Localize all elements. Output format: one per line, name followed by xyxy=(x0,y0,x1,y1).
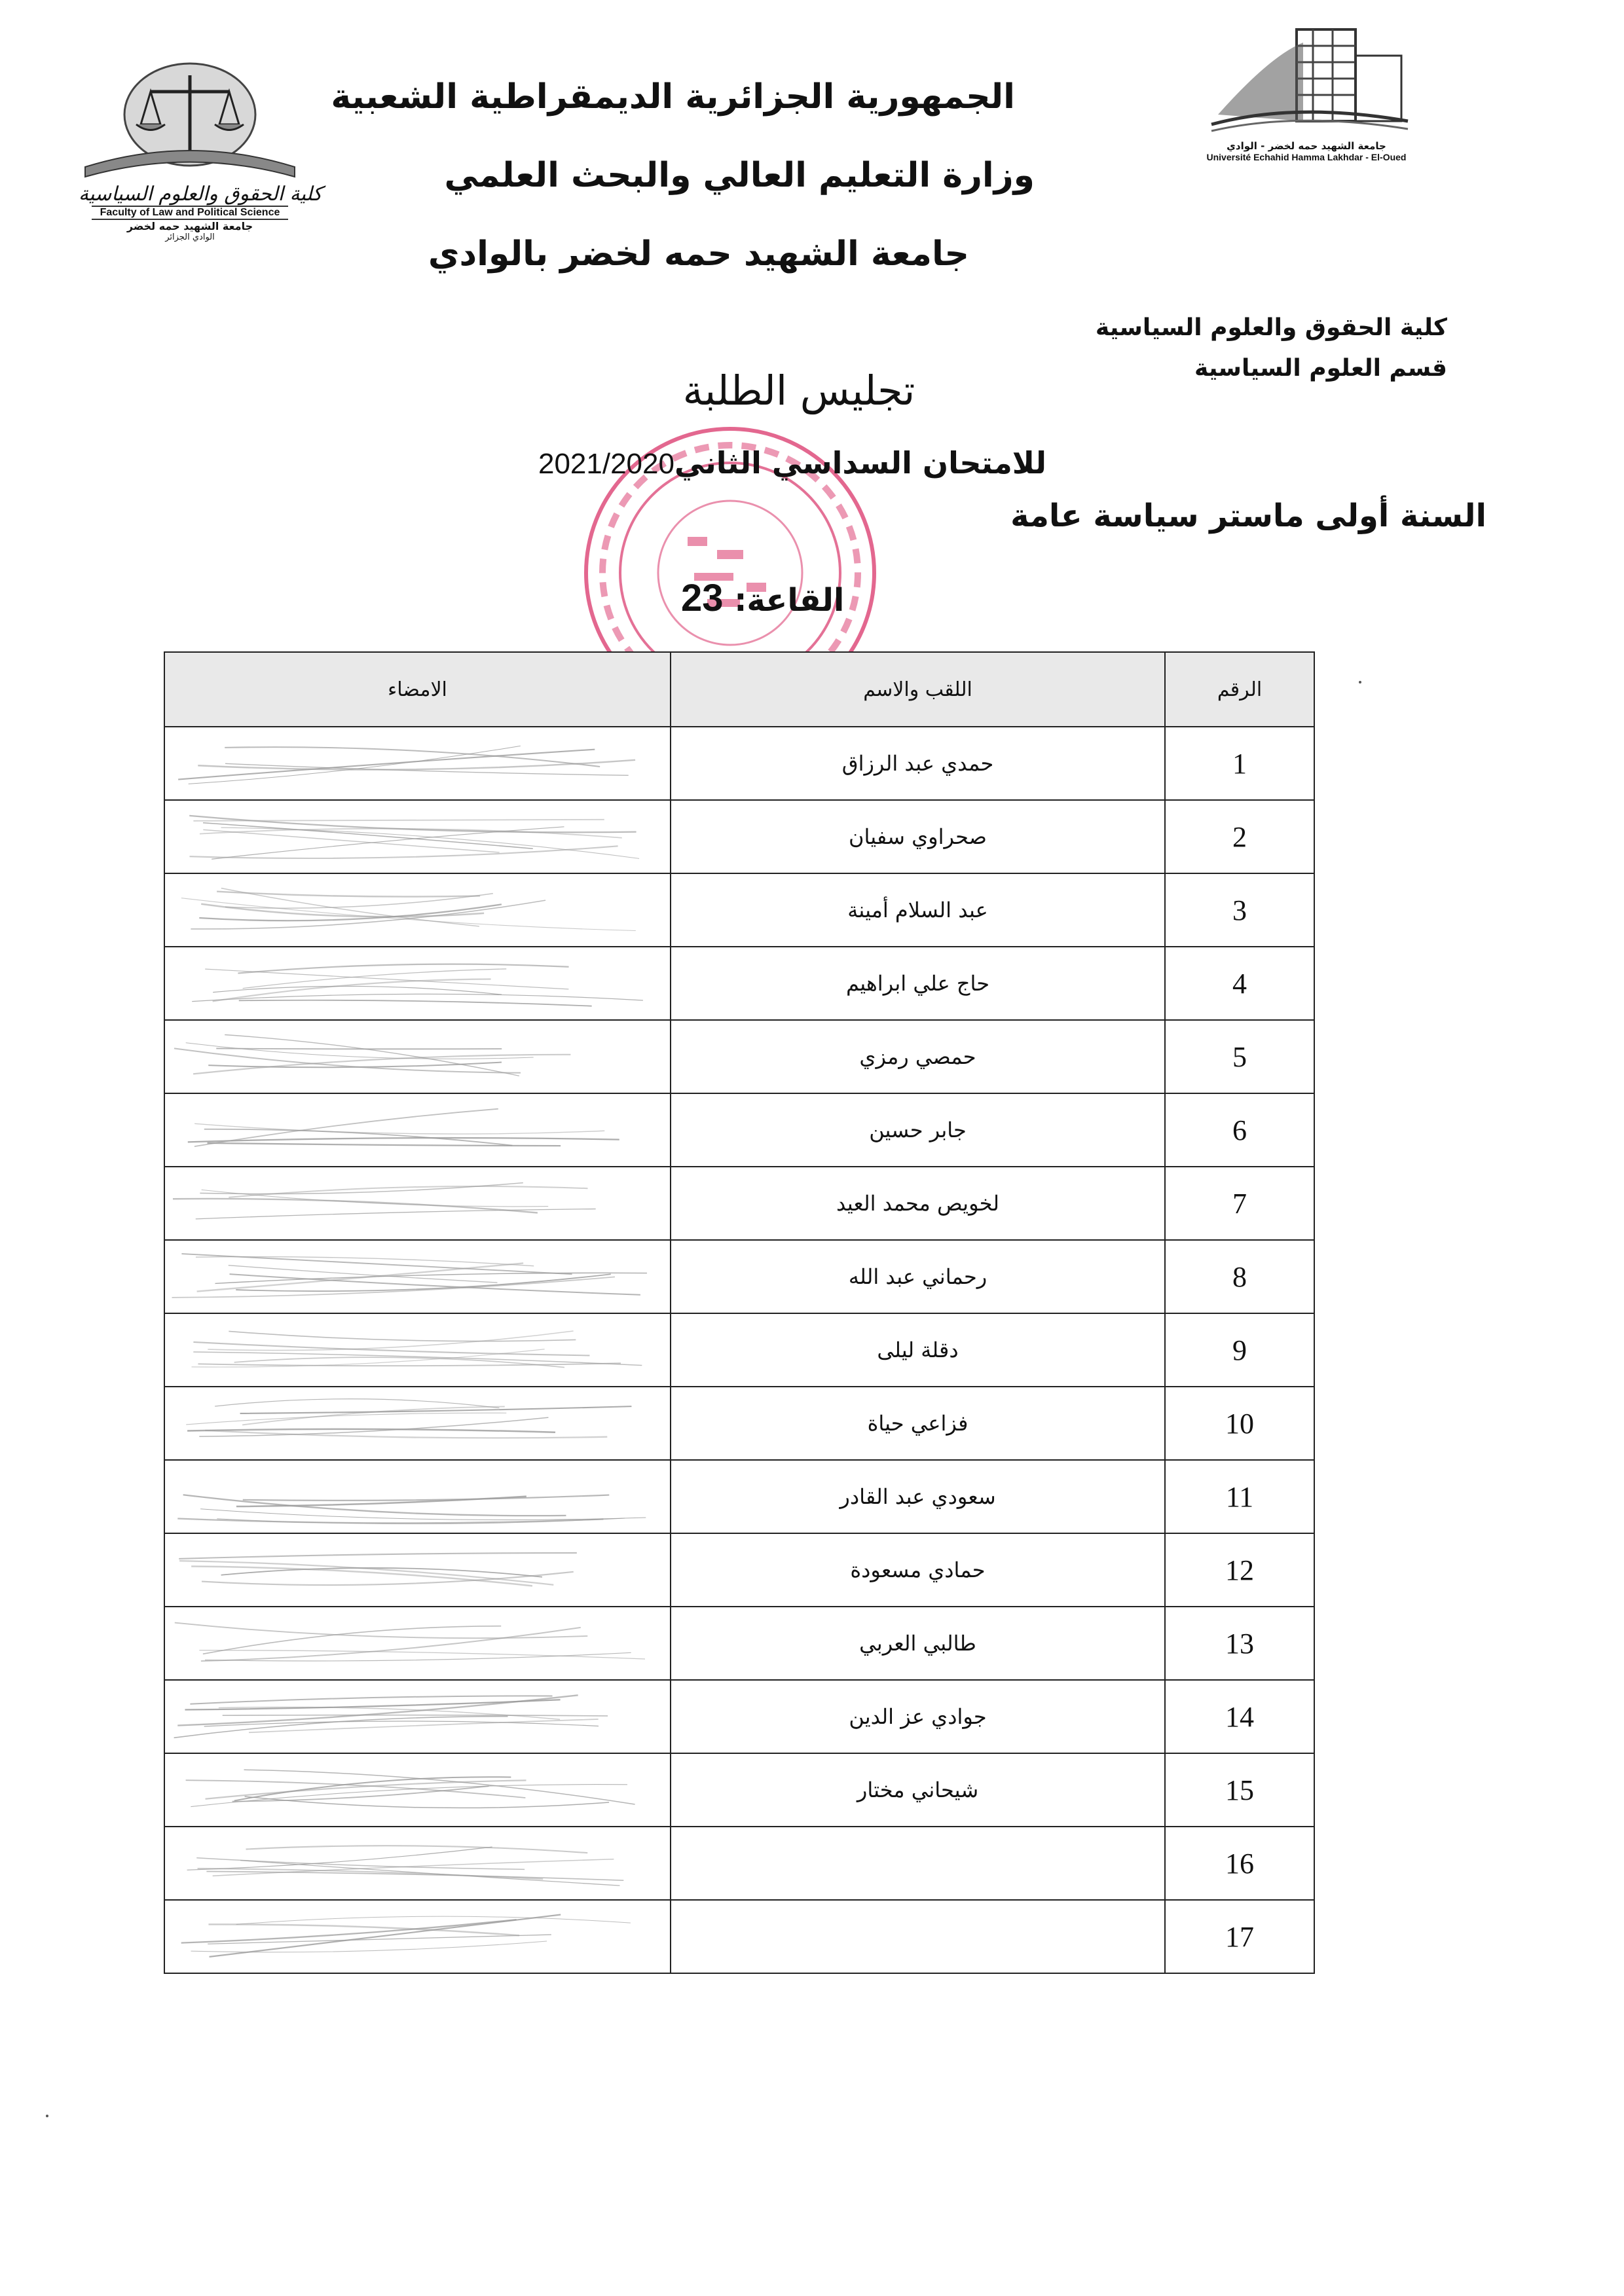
table-row xyxy=(164,1460,1314,1533)
faculty-logo xyxy=(79,62,322,246)
row-number: 13 xyxy=(1165,1607,1314,1680)
row-number: 6 xyxy=(1165,1093,1314,1167)
student-name: حمادي مسعودة xyxy=(671,1533,1165,1607)
row-number: 2 xyxy=(1165,800,1314,873)
pencil-signature xyxy=(165,1461,670,1533)
table-row xyxy=(164,1680,1314,1753)
table-row xyxy=(164,1313,1314,1387)
row-number: 16 xyxy=(1165,1827,1314,1900)
student-name: حمدي عبد الرزاق xyxy=(671,727,1165,800)
table-row xyxy=(164,727,1314,800)
scales-of-justice-icon xyxy=(79,62,301,180)
table-row xyxy=(164,947,1314,1020)
row-number: 15 xyxy=(1165,1753,1314,1827)
table-row xyxy=(164,1020,1314,1093)
signature-cell xyxy=(164,1753,671,1827)
signature-cell xyxy=(164,1900,671,1973)
table-row xyxy=(164,1533,1314,1607)
pencil-signature xyxy=(165,1167,670,1239)
signature-cell xyxy=(164,1167,671,1240)
row-number: 8 xyxy=(1165,1240,1314,1313)
faculty-department-block xyxy=(989,308,1447,389)
student-name: حاج علي ابراهيم xyxy=(671,947,1165,1020)
pencil-signature xyxy=(165,1021,670,1093)
signature-cell xyxy=(164,1313,671,1387)
ministry-heading: وزارة التعليم العالي والبحث العلمي xyxy=(444,156,1035,195)
table-row xyxy=(164,800,1314,873)
student-name: فزاعي حياة xyxy=(671,1387,1165,1460)
signature-cell xyxy=(164,1020,671,1093)
pencil-signature xyxy=(165,727,670,799)
faculty-logo-english: Faculty of Law and Political Science xyxy=(92,206,288,220)
pencil-signature xyxy=(165,1901,670,1973)
table-row xyxy=(164,1827,1314,1900)
table-row xyxy=(164,1093,1314,1167)
study-level: السنة أولى ماستر سياسة عامة xyxy=(1010,498,1486,534)
student-name xyxy=(671,1827,1165,1900)
row-number: 9 xyxy=(1165,1313,1314,1387)
pencil-signature xyxy=(165,1827,670,1899)
republic-heading: الجمهورية الجزائرية الديمقراطية الشعبية xyxy=(331,77,1015,117)
row-number: 12 xyxy=(1165,1533,1314,1607)
student-name: جوادي عز الدين xyxy=(671,1680,1165,1753)
signature-cell xyxy=(164,1607,671,1680)
signature-cell xyxy=(164,1827,671,1900)
university-building-icon xyxy=(1198,16,1414,137)
university-logo-french: Université Echahid Hamma Lakhdar - El-Oued xyxy=(1206,152,1407,162)
pencil-signature xyxy=(165,1314,670,1386)
column-header-name: اللقب والاسم xyxy=(671,652,1165,727)
hall-label: القاعة: xyxy=(734,582,845,619)
student-name xyxy=(671,1900,1165,1973)
table-row xyxy=(164,1607,1314,1680)
table-row xyxy=(164,1900,1314,1973)
faculty-logo-arabic: كلية الحقوق والعلوم السياسية xyxy=(79,183,322,206)
student-name: شيحاني مختار xyxy=(671,1753,1165,1827)
column-header-number: الرقم xyxy=(1165,652,1314,727)
student-name: لخويص محمد العيد xyxy=(671,1167,1165,1240)
signature-cell xyxy=(164,1533,671,1607)
pencil-signature xyxy=(165,1094,670,1166)
exam-subtitle xyxy=(537,445,1048,481)
exam-hall xyxy=(681,576,844,620)
pencil-signature xyxy=(165,801,670,873)
row-number: 4 xyxy=(1165,947,1314,1020)
table-row xyxy=(164,1387,1314,1460)
student-name: صحراوي سفيان xyxy=(671,800,1165,873)
pencil-signature xyxy=(165,1754,670,1826)
row-number: 14 xyxy=(1165,1680,1314,1753)
student-name: دقلة ليلى xyxy=(671,1313,1165,1387)
signature-cell xyxy=(164,727,671,800)
faculty-logo-location: الوادي الجزائر xyxy=(165,232,215,242)
pencil-signature xyxy=(165,947,670,1019)
university-logo xyxy=(1198,16,1414,167)
student-name: طالبي العربي xyxy=(671,1607,1165,1680)
column-header-signature: الامضاء xyxy=(164,652,671,727)
table-row xyxy=(164,1240,1314,1313)
department-name: قسم العلوم السياسية xyxy=(1194,355,1447,382)
university-heading: جامعة الشهيد حمه لخضر بالوادي xyxy=(428,234,969,274)
faculty-name: كلية الحقوق والعلوم السياسية xyxy=(1095,314,1447,341)
pencil-signature xyxy=(165,1607,670,1679)
signature-cell xyxy=(164,1680,671,1753)
signature-cell xyxy=(164,873,671,947)
signature-cell xyxy=(164,1093,671,1167)
signature-cell xyxy=(164,1240,671,1313)
academic-year: 2021/2020 xyxy=(538,448,674,480)
row-number: 7 xyxy=(1165,1167,1314,1240)
student-name: عبد السلام أمينة xyxy=(671,873,1165,947)
table-row xyxy=(164,1167,1314,1240)
row-number: 5 xyxy=(1165,1020,1314,1093)
table-header-row xyxy=(164,652,1314,727)
row-number: 3 xyxy=(1165,873,1314,947)
signature-cell xyxy=(164,1460,671,1533)
scan-speck xyxy=(46,2115,48,2117)
row-number: 1 xyxy=(1165,727,1314,800)
table-row xyxy=(164,1753,1314,1827)
hall-number: 23 xyxy=(681,577,724,619)
document-title: تجليس الطلبة xyxy=(682,367,915,414)
seating-table xyxy=(164,651,1315,1974)
table-row xyxy=(164,873,1314,947)
university-logo-arabic: جامعة الشهيد حمه لخضر - الوادي xyxy=(1227,140,1386,152)
pencil-signature xyxy=(165,1387,670,1459)
faculty-logo-university: جامعة الشهيد حمه لخضر xyxy=(126,220,253,232)
student-name: حمصي رمزي xyxy=(671,1020,1165,1093)
signature-cell xyxy=(164,947,671,1020)
pencil-signature xyxy=(165,1241,670,1313)
row-number: 10 xyxy=(1165,1387,1314,1460)
exam-name: للامتحان السداسي الثاني xyxy=(674,445,1047,481)
pencil-signature xyxy=(165,1681,670,1753)
pencil-signature xyxy=(165,1534,670,1606)
signature-cell xyxy=(164,1387,671,1460)
row-number: 11 xyxy=(1165,1460,1314,1533)
row-number: 17 xyxy=(1165,1900,1314,1973)
student-name: رحماني عبد الله xyxy=(671,1240,1165,1313)
signature-cell xyxy=(164,800,671,873)
pencil-signature xyxy=(165,874,670,946)
scan-speck xyxy=(1359,681,1361,683)
student-name: سعودي عبد القادر xyxy=(671,1460,1165,1533)
student-name: جابر حسين xyxy=(671,1093,1165,1167)
